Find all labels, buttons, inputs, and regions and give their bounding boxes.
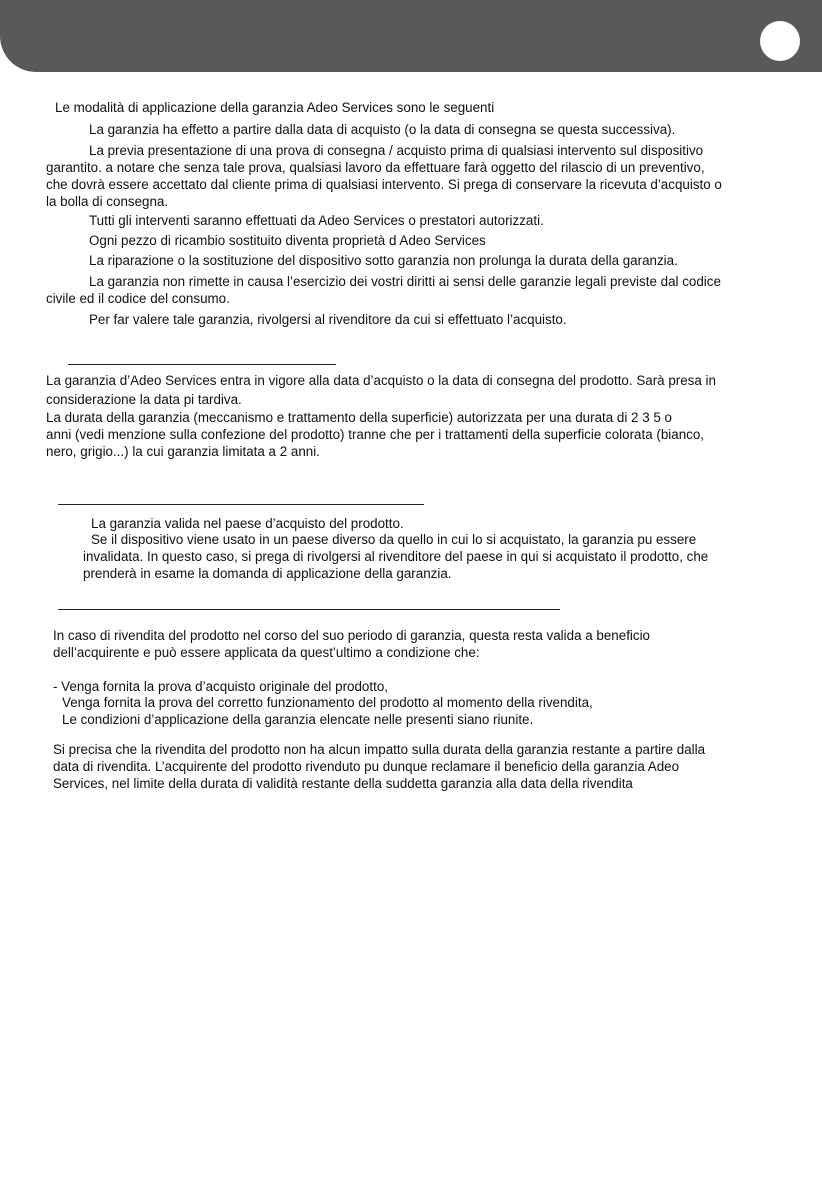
paragraph: Se il dispositivo viene usato in un paese diverso da quello in cui lo si acquistato, la garanzia pu essere: [91, 532, 697, 547]
paragraph-line: La garanzia d’Adeo Services entra in vigore alla data d’acquisto o la data di consegna del prodotto. Sarà presa in: [46, 373, 716, 388]
list-item: Venga fornita la prova del corretto funzionamento del prodotto al momento della rivendita,: [62, 695, 593, 710]
paragraph-line: garantito. a notare che senza tale prova, qualsiasi lavoro da effettuare farà oggetto del rilascio di un preventivo,: [46, 160, 705, 175]
paragraph-line: Si precisa che la rivendita del prodotto non ha alcun impatto sulla durata della garanzia restante a partire dalla: [53, 742, 706, 757]
list-item: - Venga fornita la prova d’acquisto originale del prodotto,: [53, 679, 388, 694]
paragraph-line: prenderà in esame la domanda di applicazione della garanzia.: [83, 566, 452, 581]
paragraph: La garanzia ha effetto a partire dalla data di acquisto (o la data di consegna se questa successiva).: [89, 122, 676, 137]
paragraph: La riparazione o la sostituzione del dispositivo sotto garanzia non prolunga la durata della garanzia.: [89, 253, 678, 268]
section-heading-rule: [58, 504, 424, 505]
paragraph-line: In caso di rivendita del prodotto nel corso del suo periodo di garanzia, questa resta valida a beneficio: [53, 628, 651, 643]
paragraph: Per far valere tale garanzia, rivolgersi al rivenditore da cui si effettuato l’acquisto.: [89, 312, 567, 327]
paragraph-line: data di rivendita. L’acquirente del prodotto rivenduto pu dunque reclamare il beneficio della garanzia Adeo: [53, 759, 680, 774]
header-band: [0, 0, 822, 72]
paragraph: Tutti gli interventi saranno effettuati da Adeo Services o prestatori autorizzati.: [89, 213, 544, 228]
section-heading-rule: [58, 609, 560, 610]
paragraph: La garanzia non rimette in causa l’esercizio dei vostri diritti ai sensi delle garanzie legali previste dal codice: [89, 274, 721, 289]
paragraph-line: considerazione la data pi tardiva.: [46, 392, 242, 407]
paragraph-line: anni (vedi menzione sulla confezione del prodotto) tranne che per i trattamenti della superficie colorata (bianco,: [46, 427, 705, 442]
paragraph-line: la bolla di consegna.: [46, 194, 169, 209]
paragraph-line: La durata della garanzia (meccanismo e trattamento della superficie) autorizzata per una durata di 2 3 5 o: [46, 410, 672, 425]
paragraph: La garanzia valida nel paese d’acquisto del prodotto.: [91, 516, 404, 531]
paragraph-line: dell’acquirente e può essere applicata da quest’ultimo a condizione che:: [53, 645, 480, 660]
paragraph-line: Services, nel limite della durata di validità restante della suddetta garanzia alla data della rivendita: [53, 776, 633, 791]
paragraph-line: civile ed il codice del consumo.: [46, 291, 230, 306]
paragraph: Ogni pezzo di ricambio sostituito diventa proprietà d Adeo Services: [89, 233, 486, 248]
paragraph-line: nero, grigio...) la cui garanzia limitata a 2 anni.: [46, 444, 320, 459]
intro-text: Le modalità di applicazione della garanzia Adeo Services sono le seguenti: [55, 100, 495, 115]
page-number-circle: [760, 21, 800, 61]
section-heading-rule: [68, 364, 336, 365]
paragraph-line: che dovrà essere accettato dal cliente prima di qualsiasi intervento. Si prega di conservare la ricevuta d’acquisto o: [46, 177, 722, 192]
list-item: Le condizioni d’applicazione della garanzia elencate nelle presenti siano riunite.: [62, 712, 534, 727]
paragraph: La previa presentazione di una prova di consegna / acquisto prima di qualsiasi intervento sul dispositivo: [89, 143, 704, 158]
paragraph-line: invalidata. In questo caso, si prega di rivolgersi al rivenditore del paese in qui si acquistato il prodotto, che: [83, 549, 709, 564]
